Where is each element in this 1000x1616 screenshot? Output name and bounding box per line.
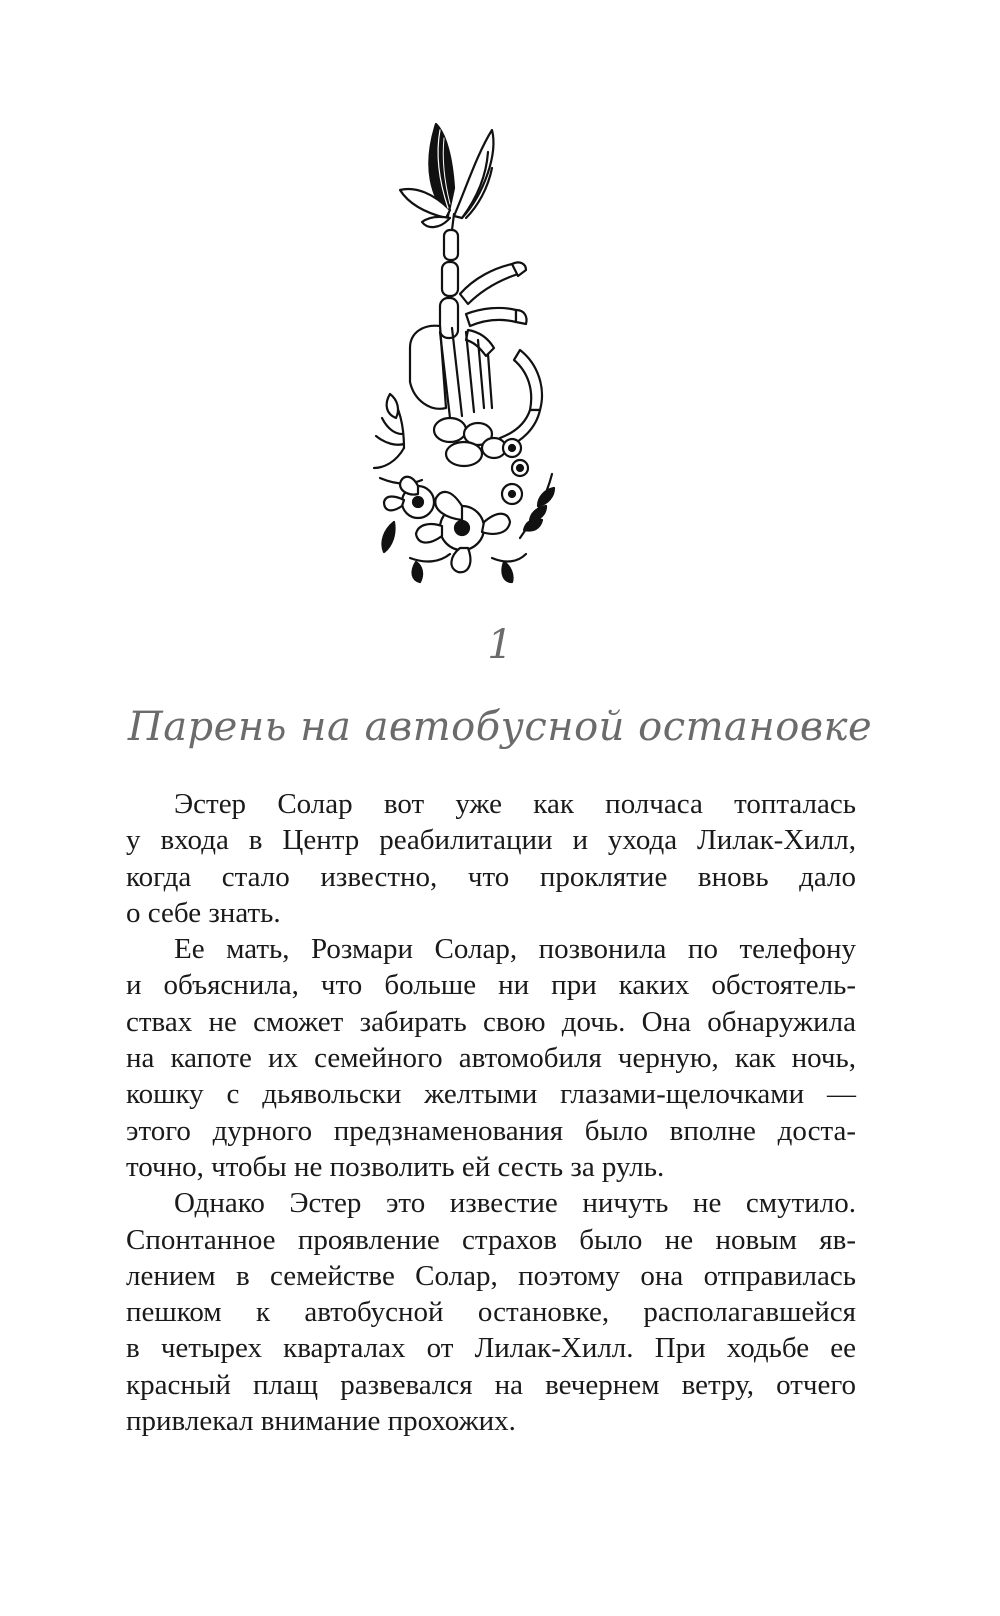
text-line: и объяснила, что больше ни при каких обстоятель-: [126, 969, 856, 1002]
text-line: когда стало известно, что проклятие вновь дало: [126, 860, 856, 893]
chapter-title: Парень на автобусной остановке: [127, 704, 873, 750]
text-line: точно, чтобы не позволить ей сесть за руль.: [126, 1150, 665, 1183]
text-line: Однако Эстер это известие ничуть не смутило.: [174, 1187, 856, 1220]
text-line: ствах не сможет забирать свою дочь. Она обнаружила: [126, 1005, 856, 1038]
text-line: в четырех кварталах от Лилак-Хилл. При ходьбе ее: [126, 1332, 856, 1365]
text-line: у входа в Центр реабилитации и ухода Лилак-Хилл,: [126, 824, 856, 857]
paragraph: [126, 786, 856, 931]
text-line: Спонтанное проявление страхов было не новым яв-: [126, 1223, 856, 1256]
text-line: на капоте их семейного автомобиля черную, как ночь,: [126, 1042, 856, 1075]
text-line: привлекал внимание прохожих.: [126, 1405, 516, 1438]
finger-bones: [410, 230, 542, 466]
text-line: о себе знать.: [126, 896, 281, 929]
paragraph: [126, 931, 856, 1185]
chapter-body-text: [126, 786, 856, 1439]
text-line: Эстер Солар вот уже как полчаса топталась: [174, 788, 856, 820]
text-line: пешком к автобусной остановке, располагавшейся: [126, 1296, 856, 1329]
chapter-number: 1: [487, 622, 513, 668]
paragraph: [126, 1185, 856, 1439]
skeleton-hand-butterfly-flowers-icon: [370, 118, 590, 590]
text-line: лением в семействе Солар, поэтому она отправилась: [126, 1259, 856, 1292]
text-line: Ее мать, Розмари Солар, позвонила по телефону: [174, 933, 856, 966]
text-line: красный плащ развевался на вечернем ветру, отчего: [126, 1368, 856, 1401]
text-line: этого дурного предзнаменования было вполне доста-: [126, 1114, 856, 1147]
butterfly-icon: [400, 124, 493, 230]
text-line: кошку с дьявольски желтыми глазами-щелочками —: [126, 1078, 856, 1111]
